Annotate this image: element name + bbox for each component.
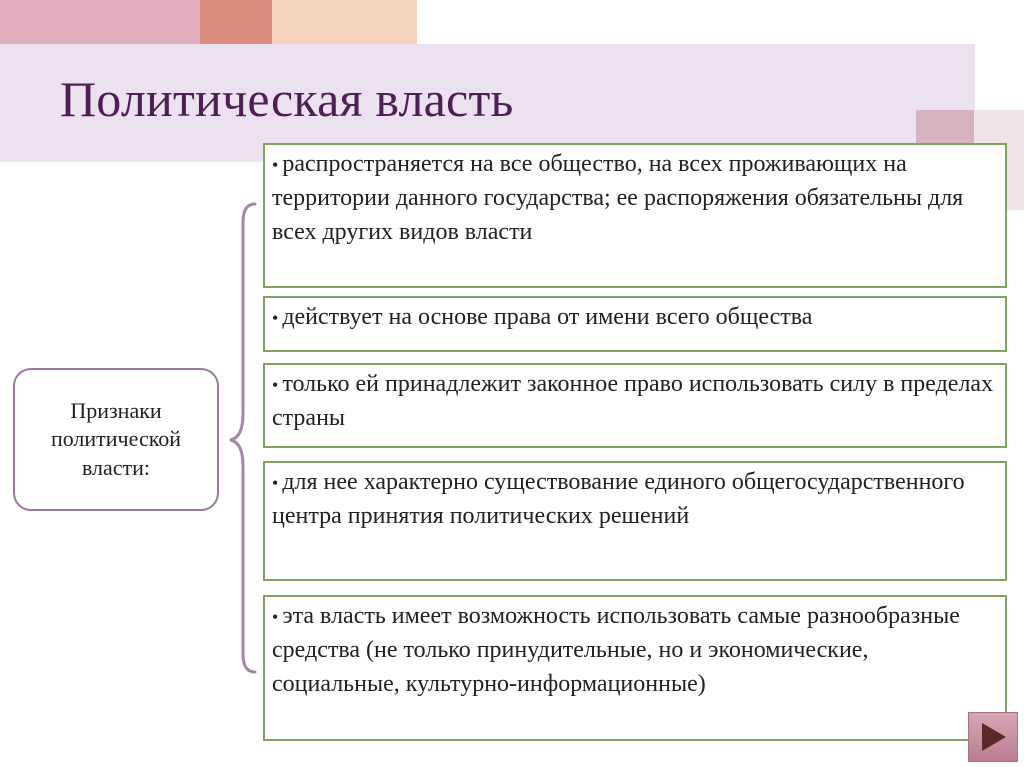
features-label-line-1: Признаки bbox=[70, 398, 162, 424]
feature-item-3 bbox=[263, 363, 1007, 448]
slide-title: Политическая власть bbox=[60, 71, 514, 127]
features-label-line-2: политической bbox=[50, 426, 182, 452]
feature-text-2: действует на основе права от имени всего общества bbox=[282, 304, 813, 330]
feature-text-3: только ей принадлежит законное право использовать силу в пределах страны bbox=[272, 371, 994, 432]
feature-item-5 bbox=[263, 595, 1007, 741]
bullet-icon: • bbox=[272, 607, 279, 627]
play-next-icon bbox=[978, 721, 1008, 753]
features-label bbox=[51, 397, 181, 481]
feature-text-5: эта власть имеет возможность использовать самые разнообразные средства (не только принудительные, но и экономические, социальные, культурно-информационные) bbox=[272, 603, 960, 698]
bullet-icon: • bbox=[272, 473, 279, 493]
feature-item-1 bbox=[263, 143, 1007, 288]
features-label-box bbox=[13, 368, 219, 511]
next-slide-button[interactable] bbox=[968, 712, 1018, 762]
curly-brace bbox=[225, 200, 259, 676]
bullet-icon: • bbox=[272, 308, 279, 328]
bullet-icon: • bbox=[272, 375, 279, 395]
feature-text-4: для нее характерно существование единого общегосударственного центра принятия политических решений bbox=[272, 469, 965, 530]
feature-item-2 bbox=[263, 296, 1007, 352]
bullet-icon: • bbox=[272, 155, 279, 175]
feature-item-4 bbox=[263, 461, 1007, 581]
feature-text-1: распространяется на все общество, на всех проживающих на территории данного государства; ее распоряжения обязательны для всех других видов власти bbox=[272, 151, 964, 246]
features-label-line-3: власти: bbox=[81, 454, 151, 480]
